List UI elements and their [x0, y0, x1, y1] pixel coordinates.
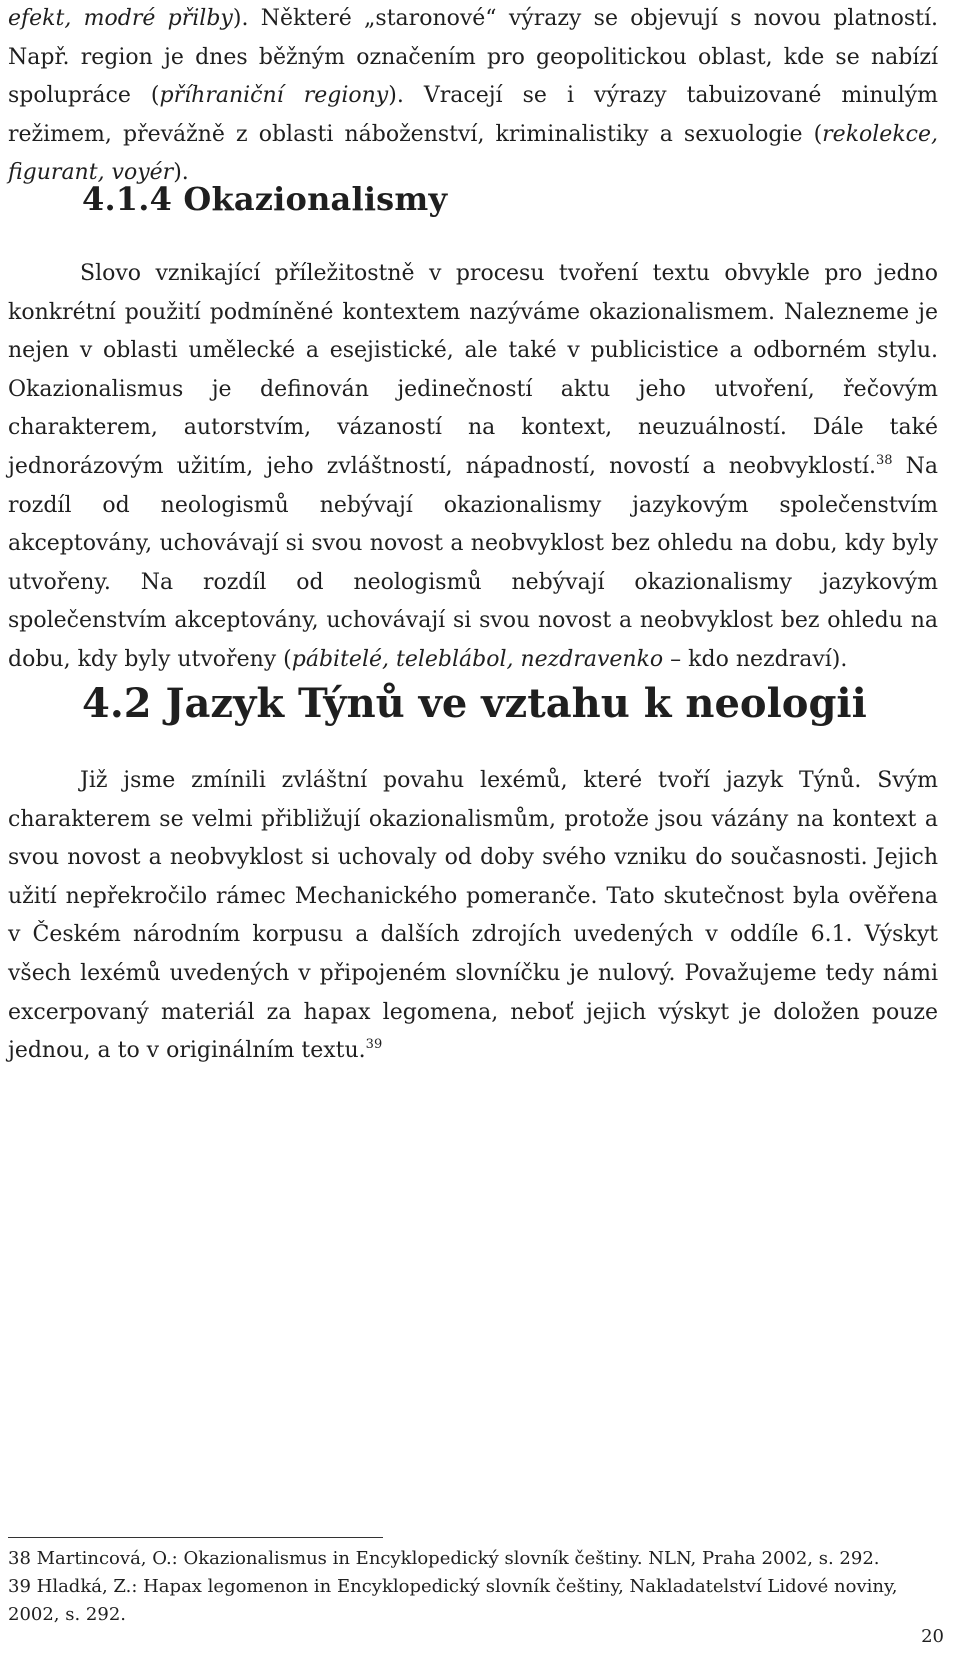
section-heading-4-1-4: 4.1.4 Okazionalismy: [82, 180, 448, 218]
example-term: příhraniční regiony: [159, 83, 389, 109]
text-run: Na rozdíl od neologismů nebývají okazionalismy jazykovým společenstvím akceptovány, uchovávají si svou novost a neobvyklost bez ohledu na dobu, kdy byly utvořeny. Na rozdíl od neologismů nebývají okazionalismy jazykovým společenstvím akceptovány, uchovávají si svou novost a neobvyklost bez ohledu na dobu, kdy byly utvořeny (: [8, 453, 939, 672]
text-run: ). Vracejí se i výrazy tabuizované minulým režimem, převážně z oblasti náboženství, kriminalistiky a sexuologie (: [8, 83, 938, 147]
footnote-ref-39[interactable]: 39: [365, 1037, 383, 1053]
text-run: – kdo nezdraví).: [663, 646, 848, 672]
footnote-39: 39 Hladká, Z.: Hapax legomenon in Encyklopedický slovník češtiny, Nakladatelství Lidové noviny, 2002, s. 292.: [8, 1576, 898, 1625]
text-run: Již jsme zmínili zvláštní povahu lexémů, které tvoří jazyk Týnů. Svým charakterem se velmi přibližují okazionalismům, protože jsou vázány na kontext a svou novost a neobvyklost si uchovaly od doby svého vzniku do současnosti. Jejich užití nepřekročilo rámec Mechanického pomeranče. Tato skutečnost byla ověřena v Českém národním korpusu a dalších zdrojích uvedených v oddíle 6.1. Výskyt všech lexémů uvedených v připojeném slovníčku je nulový. Považujeme tedy námi excerpovaný materiál za hapax legomena, neboť jejich výskyt je doložen pouze jednou, a to v originálním textu.: [8, 768, 938, 1064]
text-run: ). Některé „staronové“ výrazy se objevují s novou platností. Např. region je dnes běžným označením pro geopolitickou oblast, kde se nabízí spolupráce (: [8, 6, 938, 109]
footnote-divider: [8, 1537, 383, 1538]
example-term: pábitelé, teleblábol, nezdravenko: [291, 646, 664, 672]
text-run: ).: [173, 160, 189, 186]
okazionalismy-paragraph: [8, 255, 938, 680]
footnote-38: 38 Martincová, O.: Okazionalismus in Encyklopedický slovník češtiny. NLN, Praha 2002, s. 292.: [8, 1548, 880, 1569]
footnote-ref-38[interactable]: 38: [875, 452, 893, 468]
intro-paragraph: [8, 0, 938, 193]
example-term: rekolekce, figurant, voyér: [8, 121, 938, 186]
page-number: 20: [921, 1626, 944, 1647]
section-heading-4-2: 4.2 Jazyk Týnů ve vztahu k neologii: [82, 680, 867, 727]
jazyk-tynu-paragraph: [8, 762, 938, 1071]
text-run: Slovo vznikající příležitostně v procesu tvoření textu obvykle pro jedno konkrétní použití podmíněné kontextem nazýváme okazionalismem. Nalezneme je nejen v oblasti umělecké a esejistické, ale také v publicistice a odborném stylu. Okazionalismus je definován jedinečností aktu jeho utvoření, řečovým charakterem, autorstvím, vázaností na kontext, neuzuálností. Dále také jednorázovým užitím, jeho zvláštností, nápadností, novostí a neobvyklostí.: [8, 261, 938, 479]
footnotes: [8, 1545, 938, 1629]
example-term: efekt, modré přilby: [8, 6, 233, 31]
